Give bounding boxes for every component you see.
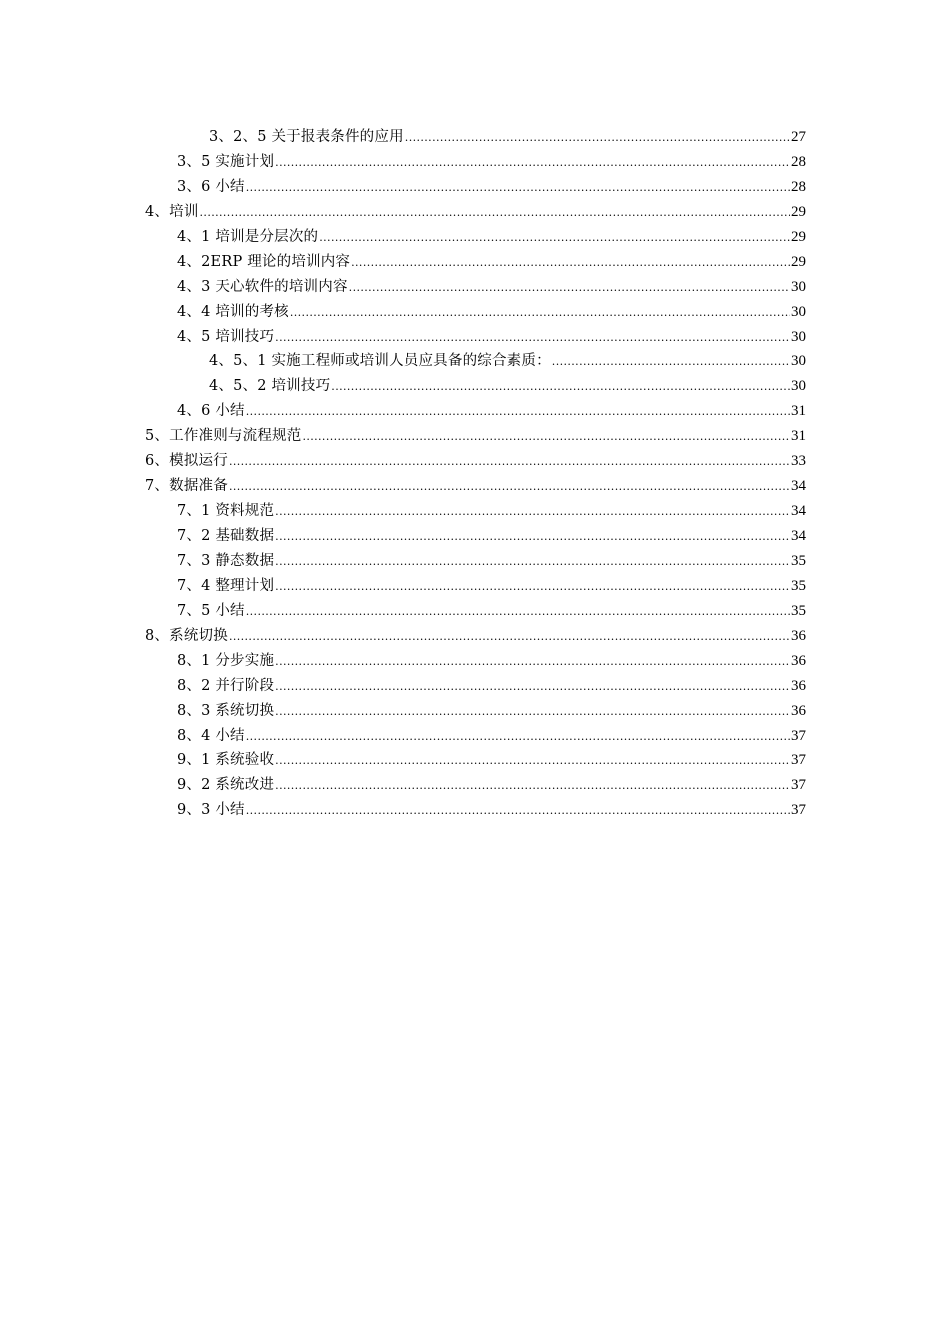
toc-entry-title: 9、3 小结 xyxy=(177,802,245,819)
toc-page-number: 30 xyxy=(791,378,806,395)
toc-page-number: 36 xyxy=(791,702,806,719)
toc-dot-leader xyxy=(302,425,790,450)
toc-entry[interactable] xyxy=(145,300,806,325)
toc-entry-title: 3、5 实施计划 xyxy=(177,153,275,170)
toc-entry-title: 4、3 天心软件的培训内容 xyxy=(177,278,348,295)
toc-entry[interactable] xyxy=(145,699,806,724)
toc-entry[interactable] xyxy=(145,624,806,649)
toc-entry-title: 4、培训 xyxy=(145,203,199,220)
toc-entry[interactable] xyxy=(145,798,806,823)
toc-entry[interactable] xyxy=(145,773,806,798)
toc-entry-title: 5、工作准则与流程规范 xyxy=(145,428,302,445)
toc-entry-title: 7、数据准备 xyxy=(145,478,228,495)
toc-page-number: 28 xyxy=(791,153,806,170)
toc-page-number: 35 xyxy=(791,552,806,569)
toc-page-number: 30 xyxy=(791,328,806,345)
toc-page-number: 27 xyxy=(791,129,806,145)
toc-entry-title: 7、1 资料规范 xyxy=(177,503,275,520)
toc-entry-title: 9、1 系统验收 xyxy=(177,752,275,769)
toc-dot-leader xyxy=(290,301,790,326)
toc-dot-leader xyxy=(246,600,790,625)
toc-entry-title: 8、4 小结 xyxy=(177,727,245,744)
toc-page-number: 31 xyxy=(791,403,806,420)
toc-entry-title: 4、5、1 实施工程师或培训人员应具备的综合素质： xyxy=(209,353,551,370)
toc-dot-leader xyxy=(351,251,790,276)
toc-entry-title: 7、5 小结 xyxy=(177,602,245,619)
toc-dot-leader xyxy=(246,176,790,201)
toc-page-number: 30 xyxy=(791,353,806,370)
toc-page-number: 37 xyxy=(791,777,806,794)
toc-entry-title: 9、2 系统改进 xyxy=(177,777,275,794)
toc-dot-leader xyxy=(275,749,790,774)
toc-dot-leader xyxy=(331,375,790,400)
toc-entry-title: 4、4 培训的考核 xyxy=(177,303,289,320)
toc-page-number: 37 xyxy=(791,727,806,744)
toc-page-number: 28 xyxy=(791,178,806,195)
toc-entry[interactable] xyxy=(145,674,806,699)
toc-dot-leader xyxy=(275,151,790,176)
toc-entry[interactable] xyxy=(145,724,806,749)
toc-page-number: 35 xyxy=(791,602,806,619)
toc-dot-leader xyxy=(275,500,790,525)
toc-dot-leader xyxy=(229,450,790,475)
toc-dot-leader xyxy=(246,400,790,425)
toc-entry[interactable] xyxy=(145,399,806,424)
toc-entry-title: 8、3 系统切换 xyxy=(177,702,275,719)
toc-page-number: 29 xyxy=(791,253,806,270)
toc-page-number: 37 xyxy=(791,802,806,819)
toc-entry[interactable] xyxy=(145,499,806,524)
toc-entry-title: 7、4 整理计划 xyxy=(177,577,275,594)
toc-entry[interactable] xyxy=(145,748,806,773)
toc-entry[interactable] xyxy=(145,225,806,250)
toc-entry-title: 7、2 基础数据 xyxy=(177,528,275,544)
toc-entry-title: 4、5、2 培训技巧 xyxy=(209,378,331,395)
table-of-contents xyxy=(145,125,806,823)
toc-page-number: 34 xyxy=(791,478,806,495)
toc-page-number: 36 xyxy=(791,652,806,669)
toc-dot-leader xyxy=(275,326,790,351)
toc-dot-leader xyxy=(275,675,790,700)
toc-entry-title: 4、1 培训是分层次的 xyxy=(177,228,319,245)
toc-page-number: 34 xyxy=(791,503,806,520)
toc-entry-title: 8、系统切换 xyxy=(145,627,228,644)
toc-dot-leader xyxy=(229,625,790,650)
toc-entry[interactable] xyxy=(145,649,806,674)
toc-dot-leader xyxy=(405,126,790,151)
toc-entry[interactable] xyxy=(145,175,806,200)
toc-dot-leader xyxy=(275,525,790,550)
toc-dot-leader xyxy=(275,774,790,799)
toc-entry[interactable] xyxy=(145,125,806,150)
toc-entry-title: 4、2ERP 理论的培训内容 xyxy=(177,253,351,270)
toc-page-number: 35 xyxy=(791,577,806,594)
toc-dot-leader xyxy=(275,700,790,725)
toc-dot-leader xyxy=(275,550,790,575)
toc-entry-title: 8、1 分步实施 xyxy=(177,652,275,669)
toc-entry[interactable] xyxy=(145,349,806,374)
toc-page-number: 31 xyxy=(791,428,806,445)
toc-dot-leader xyxy=(246,725,790,750)
toc-entry[interactable] xyxy=(145,325,806,350)
toc-page-number: 36 xyxy=(791,627,806,644)
toc-dot-leader xyxy=(246,799,790,824)
toc-dot-leader xyxy=(552,350,790,375)
toc-entry[interactable] xyxy=(145,424,806,449)
toc-page-number: 33 xyxy=(791,453,806,470)
toc-entry[interactable] xyxy=(145,449,806,474)
toc-entry-title: 6、模拟运行 xyxy=(145,453,228,470)
toc-entry-title: 3、2、5 关于报表条件的应用 xyxy=(209,129,404,145)
toc-page-number: 37 xyxy=(791,752,806,769)
toc-entry-title: 4、5 培训技巧 xyxy=(177,328,275,345)
toc-entry[interactable] xyxy=(145,250,806,275)
toc-page-number: 30 xyxy=(791,303,806,320)
toc-entry-title: 7、3 静态数据 xyxy=(177,552,275,569)
toc-entry[interactable] xyxy=(145,549,806,574)
toc-dot-leader xyxy=(319,226,790,251)
toc-entry[interactable] xyxy=(145,474,806,499)
toc-entry[interactable] xyxy=(145,524,806,549)
toc-dot-leader xyxy=(229,475,790,500)
toc-page-number: 29 xyxy=(791,228,806,245)
toc-entry[interactable] xyxy=(145,374,806,399)
toc-entry[interactable] xyxy=(145,200,806,225)
toc-entry-title: 8、2 并行阶段 xyxy=(177,677,275,694)
toc-entry[interactable] xyxy=(145,275,806,300)
toc-dot-leader xyxy=(349,276,790,301)
toc-entry[interactable] xyxy=(145,150,806,175)
toc-entry-title: 3、6 小结 xyxy=(177,178,245,195)
toc-entry[interactable] xyxy=(145,574,806,599)
toc-dot-leader xyxy=(275,575,790,600)
toc-entry-title: 4、6 小结 xyxy=(177,403,245,420)
toc-page-number: 36 xyxy=(791,677,806,694)
toc-dot-leader xyxy=(200,201,790,226)
toc-dot-leader xyxy=(275,650,790,675)
toc-page-number: 34 xyxy=(791,528,806,544)
toc-page-number: 30 xyxy=(791,278,806,295)
toc-entry[interactable] xyxy=(145,599,806,624)
toc-page-number: 29 xyxy=(791,203,806,220)
